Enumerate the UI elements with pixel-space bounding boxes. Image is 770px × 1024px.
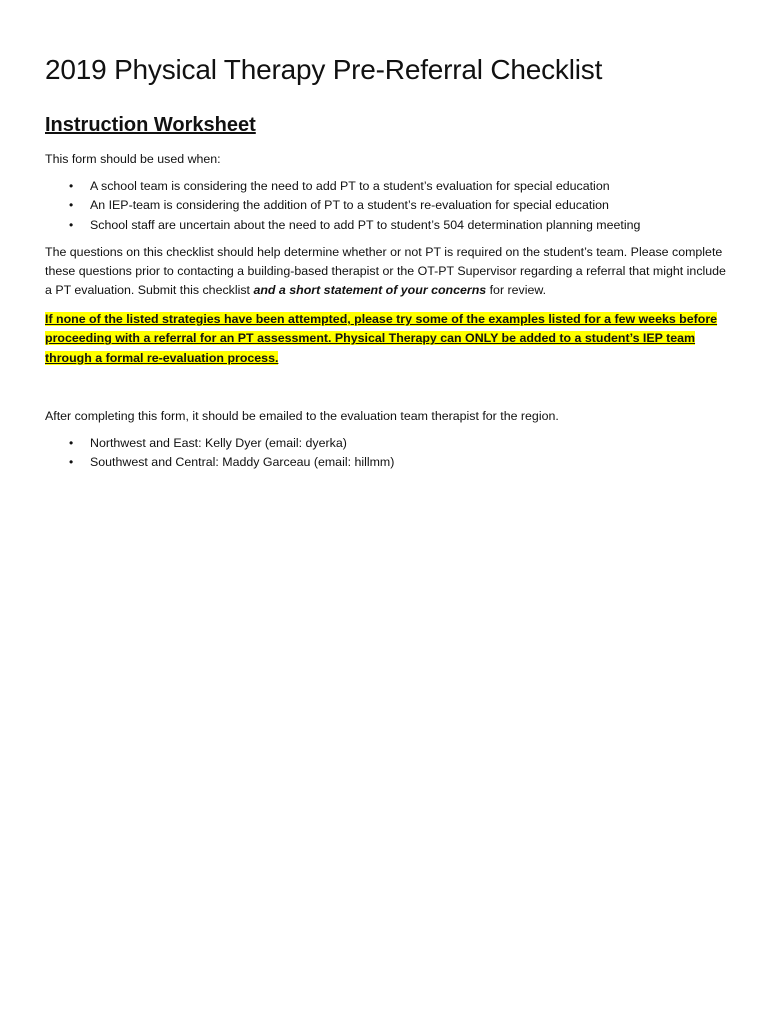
warning-notice (45, 310, 730, 368)
questions-text-end: for review. (486, 283, 547, 298)
contact-northwest-east: Northwest and East: Kelly Dyer (email: dyerka) (90, 435, 347, 450)
list-item (69, 453, 730, 472)
list-item-text: An IEP-team is considering the addition of PT to a student’s re-evaluation for special education (90, 198, 609, 213)
bullet-icon: • (69, 435, 74, 450)
list-item (69, 196, 730, 215)
intro-text: This form should be used when: (45, 152, 221, 166)
concerns-emphasis: and a short statement of your concerns (253, 283, 487, 298)
section-heading: Instruction Worksheet (45, 114, 256, 136)
highlighted-warning-text: If none of the listed strategies have been attempted, please try some of the examples listed for a few weeks before proceeding with a referral for an PT assessment. Physical Therapy can ONLY be added to a student’s IEP team through a formal re-evaluation process. (45, 312, 718, 365)
list-item-text: A school team is considering the need to add PT to a student’s evaluation for special education (90, 179, 610, 193)
questions-text: The questions on this checklist should help determine whether or not PT is required on the student’s team. Please complete these questions prior to contacting a building-based therapist or the OT-PT Supervisor regarding a referral that might include a PT evaluation. Submit this checklist (45, 245, 726, 298)
bullet-icon: • (69, 455, 74, 470)
bullet-icon: • (69, 217, 74, 232)
use-case-list (45, 177, 730, 235)
contact-list (45, 434, 730, 473)
list-item (69, 177, 730, 196)
after-completing-text: After completing this form, it should be emailed to the evaluation team therapist for the region. (45, 408, 559, 423)
questions-paragraph (45, 243, 730, 300)
bullet-icon: • (69, 198, 74, 213)
list-item (69, 434, 730, 453)
bullet-icon: • (69, 179, 74, 193)
list-item-text: School staff are uncertain about the need to add PT to student’s 504 determination planning meeting (90, 217, 641, 232)
document-title: 2019 Physical Therapy Pre-Referral Checklist (45, 54, 603, 85)
contact-southwest-central: Southwest and Central: Maddy Garceau (email: hillmm) (90, 455, 395, 470)
list-item (69, 216, 730, 235)
